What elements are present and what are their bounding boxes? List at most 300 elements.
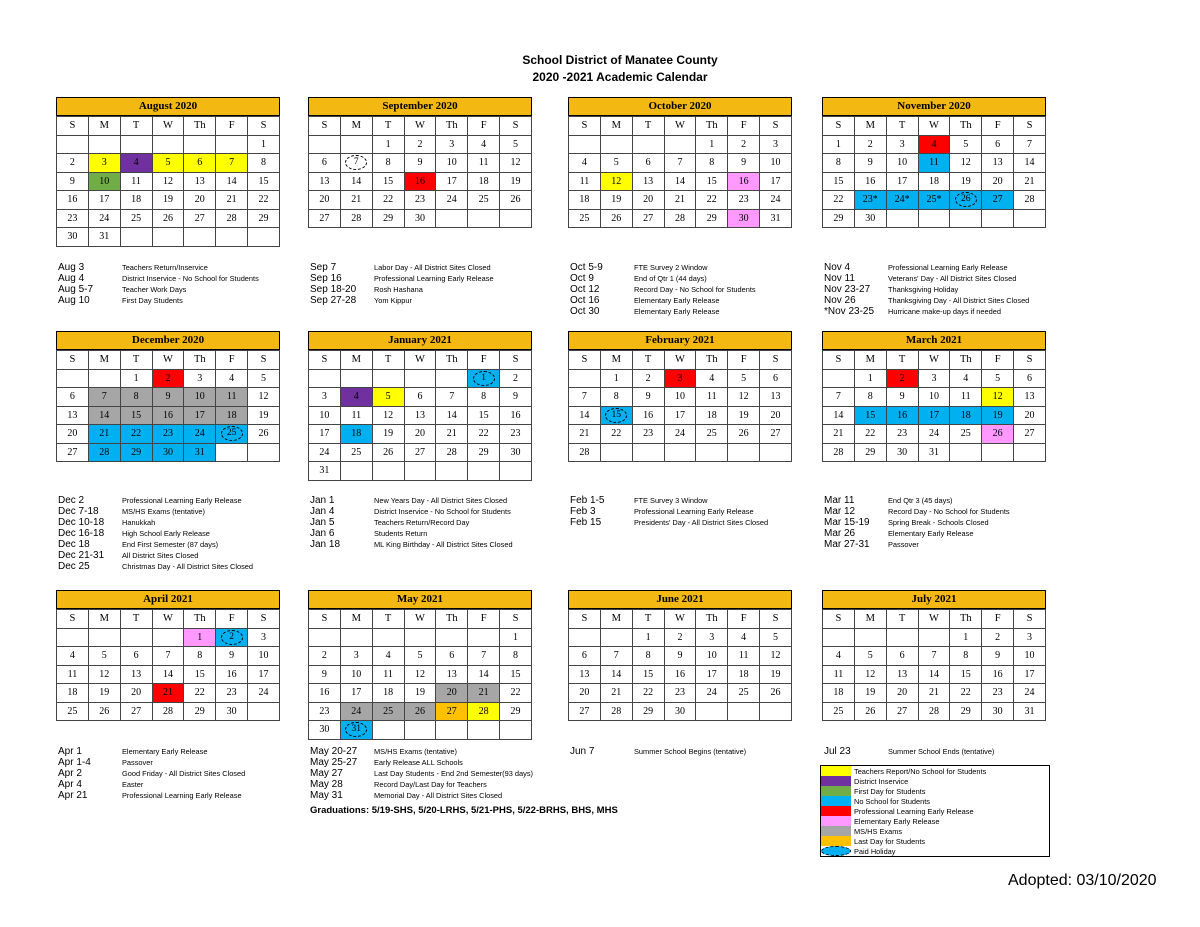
- empty-day-cell: [1014, 443, 1046, 462]
- event-description: High School Early Release: [122, 529, 210, 538]
- weekday-label: S: [500, 117, 532, 136]
- paid-holiday-marker: 25: [221, 426, 243, 441]
- day-cell: 6: [982, 135, 1014, 154]
- day-cell: 5: [600, 154, 632, 173]
- event-row: [824, 528, 1010, 539]
- event-date: Jan 6: [310, 528, 335, 539]
- day-cell: 6: [404, 388, 436, 407]
- day-cell: 16: [664, 665, 696, 684]
- day-cell: 12: [760, 647, 792, 666]
- event-date: Aug 5-7: [58, 284, 94, 295]
- empty-day-cell: [309, 628, 341, 647]
- event-date: Oct 5-9: [570, 262, 603, 273]
- event-row: [570, 506, 768, 517]
- event-row: [570, 517, 768, 528]
- day-cell: 24: [248, 684, 280, 703]
- day-cell: 12: [854, 665, 886, 684]
- event-row: [570, 746, 746, 757]
- event-date: May 27: [310, 768, 343, 779]
- day-cell: 8: [632, 647, 664, 666]
- empty-day-cell: [340, 369, 372, 388]
- day-cell: 15: [468, 406, 500, 425]
- day-cell: 31: [918, 443, 950, 462]
- day-cell: 30: [886, 443, 918, 462]
- day-cell: 11: [950, 388, 982, 407]
- day-cell: 27: [1014, 425, 1046, 444]
- day-cell: 10: [696, 647, 728, 666]
- event-notes: [310, 746, 533, 801]
- event-row: [310, 495, 513, 506]
- event-date: Feb 3: [570, 506, 596, 517]
- event-date: Nov 4: [824, 262, 851, 273]
- event-date: Mar 27-31: [824, 539, 870, 550]
- day-cell: 10: [918, 388, 950, 407]
- weekday-label: S: [760, 610, 792, 629]
- day-cell: 15: [372, 172, 404, 191]
- day-cell: 8: [248, 154, 280, 173]
- day-cell: 15: [184, 665, 216, 684]
- day-cell: 9: [982, 647, 1014, 666]
- empty-day-cell: [372, 462, 404, 481]
- day-cell: 5: [404, 647, 436, 666]
- day-cell: 4: [918, 135, 950, 154]
- event-date: Dec 10-18: [58, 517, 105, 528]
- day-cell: 26: [500, 191, 532, 210]
- day-cell: 24: [696, 684, 728, 703]
- event-date: Nov 11: [824, 273, 855, 284]
- event-description: All District Sites Closed: [122, 551, 199, 560]
- empty-day-cell: [216, 443, 248, 462]
- weekday-label: M: [340, 351, 372, 370]
- event-description: End Qtr 3 (45 days): [888, 496, 953, 505]
- legend-label: Elementary Early Release: [854, 816, 940, 826]
- day-cell: 2: [982, 628, 1014, 647]
- paid-holiday-marker: 2: [221, 630, 243, 645]
- empty-day-cell: [404, 462, 436, 481]
- empty-day-cell: [600, 135, 632, 154]
- day-cell: 23*: [854, 191, 886, 210]
- day-cell: 28: [340, 209, 372, 228]
- empty-day-cell: [57, 628, 89, 647]
- day-cell: 29: [500, 702, 532, 721]
- event-description: Summer School Begins (tentative): [634, 747, 747, 756]
- weekday-label: W: [918, 351, 950, 370]
- day-cell: 9: [500, 388, 532, 407]
- day-cell: 24: [88, 209, 120, 228]
- empty-day-cell: [569, 135, 601, 154]
- paid-holiday-marker: 26: [955, 192, 977, 207]
- empty-day-cell: [340, 462, 372, 481]
- day-cell: 12: [248, 388, 280, 407]
- event-date: Dec 16-18: [58, 528, 105, 539]
- day-cell: 27: [184, 209, 216, 228]
- event-row: [570, 306, 756, 317]
- empty-day-cell: [248, 702, 280, 721]
- day-cell: 1: [696, 135, 728, 154]
- day-cell: 1: [950, 628, 982, 647]
- empty-day-cell: [760, 443, 792, 462]
- empty-day-cell: [664, 443, 696, 462]
- empty-day-cell: [696, 702, 728, 721]
- day-cell: 21: [664, 191, 696, 210]
- weekday-label: F: [468, 610, 500, 629]
- day-cell: 29: [248, 209, 280, 228]
- event-description: Record Day - No School for Students: [888, 507, 1010, 516]
- day-cell: 8: [120, 388, 152, 407]
- day-cell: 28: [1014, 191, 1046, 210]
- day-cell: 23: [632, 425, 664, 444]
- day-cell: 20: [632, 191, 664, 210]
- event-row: [58, 757, 245, 768]
- event-date: Nov 23-27: [824, 284, 871, 295]
- day-cell: 4: [216, 369, 248, 388]
- day-cell: 10: [436, 154, 468, 173]
- month-calendar: [822, 331, 1046, 462]
- weekday-label: T: [886, 610, 918, 629]
- day-cell: 28: [569, 443, 601, 462]
- event-description: Labor Day - All District Sites Closed: [374, 263, 491, 272]
- event-row: [570, 295, 756, 306]
- day-cell: 27: [309, 209, 341, 228]
- empty-day-cell: [57, 369, 89, 388]
- day-cell: 20: [760, 406, 792, 425]
- day-cell: 28: [468, 702, 500, 721]
- empty-day-cell: [152, 228, 184, 247]
- day-cell: 18: [823, 684, 855, 703]
- graduations-text: Graduations: 5/19-SHS, 5/20-LRHS, 5/21-PHS, 5/22-BRHS, BHS, MHS: [310, 805, 618, 816]
- event-notes: [824, 746, 994, 757]
- day-cell: 6: [184, 154, 216, 173]
- event-description: Passover: [888, 540, 919, 549]
- empty-day-cell: [309, 135, 341, 154]
- day-cell: 26: [854, 702, 886, 721]
- month-header: August 2020: [56, 97, 280, 116]
- month-calendar: [822, 97, 1046, 228]
- weekday-label: Th: [696, 610, 728, 629]
- month-header: July 2021: [822, 590, 1046, 609]
- day-cell: 13: [404, 406, 436, 425]
- day-cell: 13: [982, 154, 1014, 173]
- day-cell: 27: [982, 191, 1014, 210]
- legend-swatch: [821, 816, 851, 826]
- day-cell: 2: [886, 369, 918, 388]
- day-cell: 16: [632, 406, 664, 425]
- day-cell: 8: [854, 388, 886, 407]
- weekday-label: S: [1014, 610, 1046, 629]
- event-date: Jan 1: [310, 495, 335, 506]
- day-cell: 29: [632, 702, 664, 721]
- day-cell: 19: [728, 406, 760, 425]
- day-cell: 17: [184, 406, 216, 425]
- weekday-label: Th: [184, 351, 216, 370]
- day-cell: 18: [696, 406, 728, 425]
- day-cell: 5: [728, 369, 760, 388]
- day-cell: 12: [728, 388, 760, 407]
- event-description: Thanksgiving Day - All District Sites Closed: [888, 296, 1030, 305]
- weekday-label: W: [404, 610, 436, 629]
- day-cell: 17: [340, 684, 372, 703]
- event-description: Professional Learning Early Release: [122, 496, 242, 505]
- weekday-label: S: [760, 117, 792, 136]
- day-cell: 4: [372, 647, 404, 666]
- event-row: [570, 262, 756, 273]
- day-cell: 22: [184, 684, 216, 703]
- day-cell: 28: [823, 443, 855, 462]
- empty-day-cell: [120, 628, 152, 647]
- event-notes: [824, 262, 1029, 317]
- empty-day-cell: [404, 369, 436, 388]
- empty-day-cell: [152, 628, 184, 647]
- month-calendar: [308, 331, 532, 481]
- weekday-label: F: [216, 117, 248, 136]
- weekday-label: S: [57, 610, 89, 629]
- event-row: [58, 768, 245, 779]
- day-cell: [468, 369, 500, 388]
- event-date: Apr 1: [58, 746, 82, 757]
- day-cell: 21: [468, 684, 500, 703]
- empty-day-cell: [120, 228, 152, 247]
- day-cell: 31: [760, 209, 792, 228]
- empty-day-cell: [216, 228, 248, 247]
- day-cell: 16: [886, 406, 918, 425]
- event-date: May 25-27: [310, 757, 358, 768]
- legend-swatch: [821, 806, 851, 816]
- day-cell: 22: [120, 425, 152, 444]
- weekday-label: Th: [436, 117, 468, 136]
- day-cell: 24*: [886, 191, 918, 210]
- empty-day-cell: [468, 209, 500, 228]
- day-cell: 6: [309, 154, 341, 173]
- day-cell: 10: [760, 154, 792, 173]
- day-cell: 30: [500, 443, 532, 462]
- day-cell: 16: [309, 684, 341, 703]
- day-cell: 31: [184, 443, 216, 462]
- event-date: Mar 26: [824, 528, 856, 539]
- day-cell: 6: [632, 154, 664, 173]
- event-notes: [58, 495, 253, 572]
- day-cell: 8: [184, 647, 216, 666]
- month-calendar: [568, 590, 792, 721]
- day-cell: 20: [184, 191, 216, 210]
- month-calendar: [568, 97, 792, 228]
- day-cell: 18: [340, 425, 372, 444]
- day-cell: 28: [88, 443, 120, 462]
- day-cell: 7: [823, 388, 855, 407]
- day-cell: 19: [760, 665, 792, 684]
- event-row: [58, 273, 259, 284]
- empty-day-cell: [436, 209, 468, 228]
- day-cell: 20: [120, 684, 152, 703]
- weekday-label: Th: [696, 351, 728, 370]
- day-cell: 23: [309, 702, 341, 721]
- event-date: *Nov 23-25: [824, 306, 875, 317]
- event-row: [58, 495, 253, 506]
- empty-day-cell: [664, 135, 696, 154]
- day-cell: 4: [120, 154, 152, 173]
- day-cell: 20: [1014, 406, 1046, 425]
- day-cell: 20: [404, 425, 436, 444]
- event-date: Oct 12: [570, 284, 600, 295]
- day-cell: 12: [500, 154, 532, 173]
- event-description: Good Friday - All District Sites Closed: [122, 769, 246, 778]
- event-description: First Day Students: [122, 296, 183, 305]
- day-cell: 19: [854, 684, 886, 703]
- day-cell: 13: [886, 665, 918, 684]
- event-row: [58, 284, 259, 295]
- weekday-label: M: [600, 610, 632, 629]
- empty-day-cell: [468, 462, 500, 481]
- empty-day-cell: [404, 721, 436, 740]
- day-cell: 26: [372, 443, 404, 462]
- day-cell: 25: [696, 425, 728, 444]
- day-cell: 27: [886, 702, 918, 721]
- day-cell: 5: [152, 154, 184, 173]
- day-cell: 18: [468, 172, 500, 191]
- day-cell: 3: [696, 628, 728, 647]
- day-cell: 18: [372, 684, 404, 703]
- day-cell: 14: [340, 172, 372, 191]
- empty-day-cell: [500, 209, 532, 228]
- day-cell: 23: [57, 209, 89, 228]
- day-cell: 9: [728, 154, 760, 173]
- event-row: [824, 273, 1029, 284]
- event-description: Memorial Day - All District Sites Closed: [374, 791, 503, 800]
- event-description: Easter: [122, 780, 144, 789]
- day-cell: 29: [696, 209, 728, 228]
- event-description: Thanksgiving Holiday: [888, 285, 959, 294]
- day-cell: 22: [248, 191, 280, 210]
- day-cell: 15: [500, 665, 532, 684]
- event-row: [824, 517, 1010, 528]
- day-cell: 27: [120, 702, 152, 721]
- event-description: Elementary Early Release: [634, 296, 720, 305]
- weekday-label: T: [372, 117, 404, 136]
- event-row: [58, 262, 259, 273]
- empty-day-cell: [372, 369, 404, 388]
- empty-day-cell: [468, 628, 500, 647]
- day-cell: 13: [1014, 388, 1046, 407]
- empty-day-cell: [632, 443, 664, 462]
- event-row: [310, 517, 513, 528]
- weekday-label: T: [632, 351, 664, 370]
- event-date: Dec 21-31: [58, 550, 105, 561]
- legend: [820, 765, 1050, 857]
- day-cell: 8: [823, 154, 855, 173]
- weekday-label: T: [886, 351, 918, 370]
- weekday-label: S: [569, 610, 601, 629]
- legend-swatch: [821, 826, 851, 836]
- legend-item: [821, 846, 1049, 856]
- day-cell: 14: [600, 665, 632, 684]
- event-date: Aug 4: [58, 273, 85, 284]
- event-description: Spring Break - Schools Closed: [888, 518, 989, 527]
- month-calendar: [56, 97, 280, 247]
- event-date: Feb 1-5: [570, 495, 605, 506]
- day-cell: 5: [950, 135, 982, 154]
- day-cell: 15: [854, 406, 886, 425]
- legend-label: Last Day for Students: [854, 836, 926, 846]
- weekday-label: S: [309, 610, 341, 629]
- weekday-label: W: [404, 117, 436, 136]
- day-cell: 5: [500, 135, 532, 154]
- day-cell: 28: [600, 702, 632, 721]
- weekday-label: S: [569, 117, 601, 136]
- day-cell: 1: [120, 369, 152, 388]
- day-cell: 17: [760, 172, 792, 191]
- day-cell: 3: [886, 135, 918, 154]
- event-date: Feb 15: [570, 517, 602, 528]
- weekday-label: W: [918, 610, 950, 629]
- weekday-label: Th: [184, 610, 216, 629]
- day-cell: 4: [728, 628, 760, 647]
- day-cell: 31: [1014, 702, 1046, 721]
- day-cell: 20: [886, 684, 918, 703]
- day-cell: 1: [184, 628, 216, 647]
- empty-day-cell: [1014, 209, 1046, 228]
- event-row: [310, 779, 533, 790]
- empty-day-cell: [886, 628, 918, 647]
- weekday-label: S: [248, 610, 280, 629]
- day-cell: 25: [569, 209, 601, 228]
- weekday-label: Th: [184, 117, 216, 136]
- event-notes: [310, 262, 494, 306]
- day-cell: 3: [436, 135, 468, 154]
- event-row: [310, 790, 533, 801]
- month-header: October 2020: [568, 97, 792, 116]
- day-cell: 14: [569, 406, 601, 425]
- event-row: [824, 495, 1010, 506]
- empty-day-cell: [88, 628, 120, 647]
- event-row: [570, 273, 756, 284]
- event-description: District Inservice - No School for Students: [374, 507, 511, 516]
- day-cell: 23: [982, 684, 1014, 703]
- weekday-label: T: [372, 610, 404, 629]
- event-date: Sep 27-28: [310, 295, 357, 306]
- event-row: [310, 768, 533, 779]
- legend-label: No School for Students: [854, 796, 931, 806]
- day-cell: 22: [696, 191, 728, 210]
- day-cell: 27: [632, 209, 664, 228]
- day-cell: 10: [886, 154, 918, 173]
- empty-day-cell: [728, 443, 760, 462]
- weekday-label: W: [664, 610, 696, 629]
- empty-day-cell: [404, 628, 436, 647]
- paid-holiday-marker: 1: [473, 371, 495, 386]
- weekday-label: M: [340, 610, 372, 629]
- day-cell: 26: [248, 425, 280, 444]
- day-cell: 12: [600, 172, 632, 191]
- day-cell: 16: [57, 191, 89, 210]
- day-cell: 26: [88, 702, 120, 721]
- weekday-label: F: [468, 117, 500, 136]
- weekday-label: F: [728, 610, 760, 629]
- day-cell: 9: [886, 388, 918, 407]
- event-description: Elementary Early Release: [122, 747, 208, 756]
- day-cell: 16: [404, 172, 436, 191]
- day-cell: 3: [248, 628, 280, 647]
- weekday-label: S: [500, 610, 532, 629]
- event-description: Rosh Hashana: [374, 285, 423, 294]
- empty-day-cell: [854, 628, 886, 647]
- weekday-label: T: [632, 117, 664, 136]
- empty-day-cell: [982, 443, 1014, 462]
- empty-day-cell: [88, 135, 120, 154]
- day-cell: 14: [1014, 154, 1046, 173]
- day-cell: 30: [664, 702, 696, 721]
- day-cell: 11: [120, 172, 152, 191]
- weekday-label: T: [120, 117, 152, 136]
- day-cell: 30: [309, 721, 341, 740]
